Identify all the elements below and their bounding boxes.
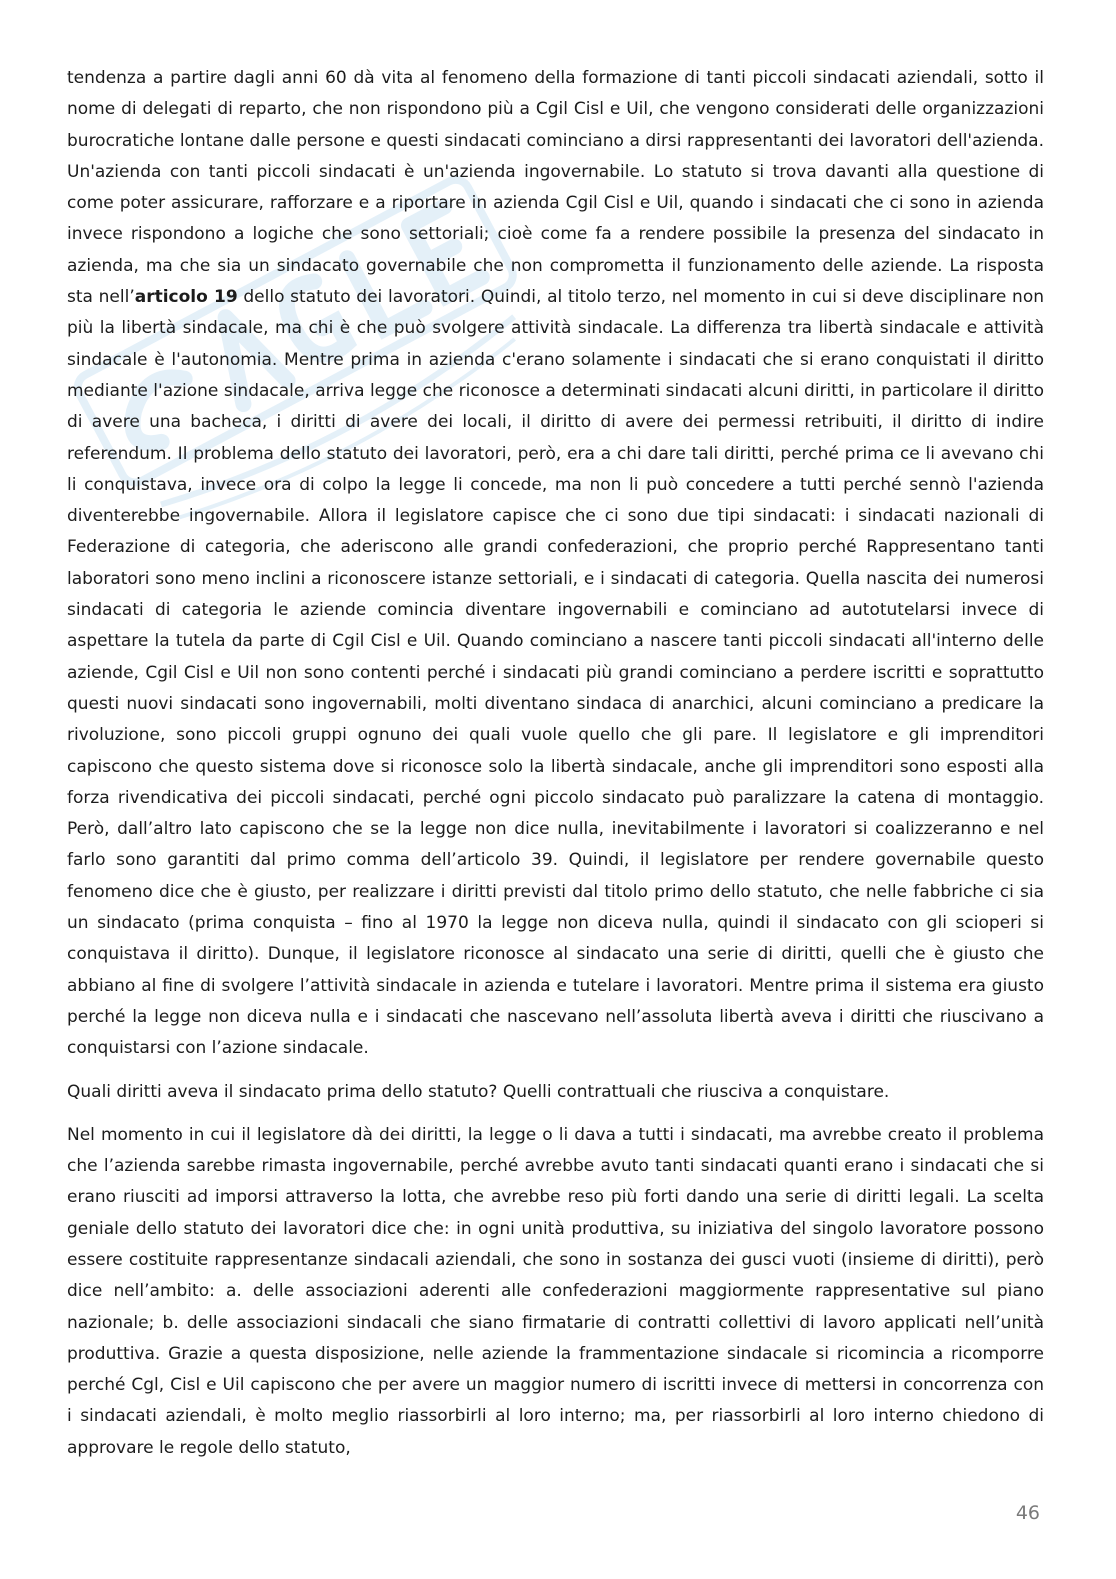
paragraph-1-text-a: tendenza a partire dagli anni 60 dà vita al fenomeno della formazione di tanti piccoli sindacati aziendali, sotto il nome di delegati di reparto, che non rispondono più a Cgil Cisl e Uil, che vengono considerati delle organizzazioni burocratiche lontane dalle persone e questi sindacati cominciano a dirsi rappresentanti dei lavoratori dell'azienda. Un'azienda con tanti piccoli sindacati è un'azienda ingovernabile. Lo statuto si trova davanti alla questione di come poter assicurare, rafforzare e a riportare in azienda Cgil Cisl e Uil, quando i sindacati che ci sono in azienda invece rispondono a logiche che sono settoriali; cioè come fa a rendere possibile la presenza del sindacato in azienda, ma che sia un sindacato governabile che non comprometta il funzionamento delle aziende. La risposta sta nell’: [67, 68, 1044, 308]
paragraph-1-text-b: dello statuto dei lavoratori. Quindi, al titolo terzo, nel momento in cui si deve disciplinare non più la libertà sindacale, ma chi è che può svolgere attività sindacale. La differenza tra libertà sindacale e attività sindacale è l'autonomia. Mentre prima in azienda c'erano solamente i sindacati che si erano conquistati il diritto mediante l'azione sindacale, arriva legge che riconosce a determinati sindacati alcuni diritti, in particolare il diritto di avere una bacheca, i diritti di avere dei locali, il diritto di avere dei permessi retribuiti, il diritto di indire referendum. Il problema dello statuto dei lavoratori, però, era a chi dare tali diritti, perché prima ce li avevano chi li conquistava, invece ora di colpo la legge li concede, ma non li può concedere a tutti perché sennò l'azienda diventerebbe ingovernabile. Allora il legislatore capisce che ci sono due tipi sindacati: i sindacati nazionali di Federazione di categoria, che aderiscono alle grandi confederazioni, che proprio perché Rappresentano tanti laboratori sono meno inclini a riconoscere istanze settoriali, e i sindacati di categoria. Quella nascita dei numerosi sindacati di categoria le aziende comincia diventare ingovernabili e cominciano ad autotutelarsi invece di aspettare la tutela da parte di Cgil Cisl e Uil. Quando cominciano a nascere tanti piccoli sindacati all'interno delle aziende, Cgil Cisl e Uil non sono contenti perché i sindacati più grandi cominciano a perdere iscritti e soprattutto questi nuovi sindacati sono ingovernabili, molti diventano sindaca di anarchici, alcuni cominciano a predicare la rivoluzione, sono piccoli gruppi ognuno dei quali vuole quello che gli pare. Il legislatore e gli imprenditori capiscono che questo sistema dove si riconosce solo la libertà sindacale, anche gli imprenditori sono esposti alla forza rivendicativa dei piccoli sindacati, perché ogni piccolo sindacato può paralizzare la catena di montaggio. Però, dall’altro lato capiscono che se la legge non dice nulla, inevitabilmente i lavoratori si coalizzeranno e nel farlo sono garantiti dal primo comma dell’articolo 39. Quindi, il legislatore per rendere governabile questo fenomeno dice che è giusto, per realizzare i diritti previsti dal titolo primo dello statuto, che nelle fabbriche ci sia un sindacato (prima conquista – fino al 1970 la legge non diceva nulla, quindi il sindacato con gli scioperi si conquistava il diritto). Dunque, il legislatore riconosce al sindacato una serie di diritti, quelli che è giusto che abbiano al fine di svolgere l’attività sindacale in azienda e tutelare i lavoratori. Mentre prima il sistema era giusto perché la legge non diceva nulla e i sindacati che nascevano nell’assoluta libertà aveva i diritti che riuscivano a conquistarsi con l’azione sindacale.: [67, 287, 1044, 1059]
paragraph-1: [67, 63, 1044, 1065]
document-body: [67, 63, 1044, 1464]
paragraph-2: Quali diritti aveva il sindacato prima dello statuto? Quelli contrattuali che riusciva a conquistare.: [67, 1081, 890, 1102]
page-number: 46: [1015, 1502, 1040, 1524]
paragraph-3: Nel momento in cui il legislatore dà dei diritti, la legge o li dava a tutti i sindacati, ma avrebbe creato il problema che l’azienda sarebbe rimasta ingovernabile, perché avrebbe avuto tanti sindacati quanti erano i sindacati che si erano riusciti ad imporsi attraverso la lotta, che avrebbe reso più forti dando una serie di diritti legali. La scelta geniale dello statuto dei lavoratori dice che: in ogni unità produttiva, su iniziativa del singolo lavoratore possono essere costituite rappresentanze sindacali aziendali, che sono in sostanza dei gusci vuoti (insieme di diritti), però dice nell’ambito: a. delle associazioni aderenti alle confederazioni maggiormente rappresentative sul piano nazionale; b. delle associazioni sindacali che siano firmatarie di contratti collettivi di lavoro applicati nell’unità produttiva. Grazie a questa disposizione, nelle aziende la frammentazione sindacale si ricomincia a ricomporre perché Cgl, Cisl e Uil capiscono che per avere un maggior numero di iscritti invece di mettersi in concorrenza con i sindacati aziendali, è molto meglio riassorbirli al loro interno; ma, per riassorbirli al loro interno chiedono di approvare le regole dello statuto,: [67, 1124, 1044, 1458]
article-19-reference: articolo 19: [134, 287, 238, 308]
